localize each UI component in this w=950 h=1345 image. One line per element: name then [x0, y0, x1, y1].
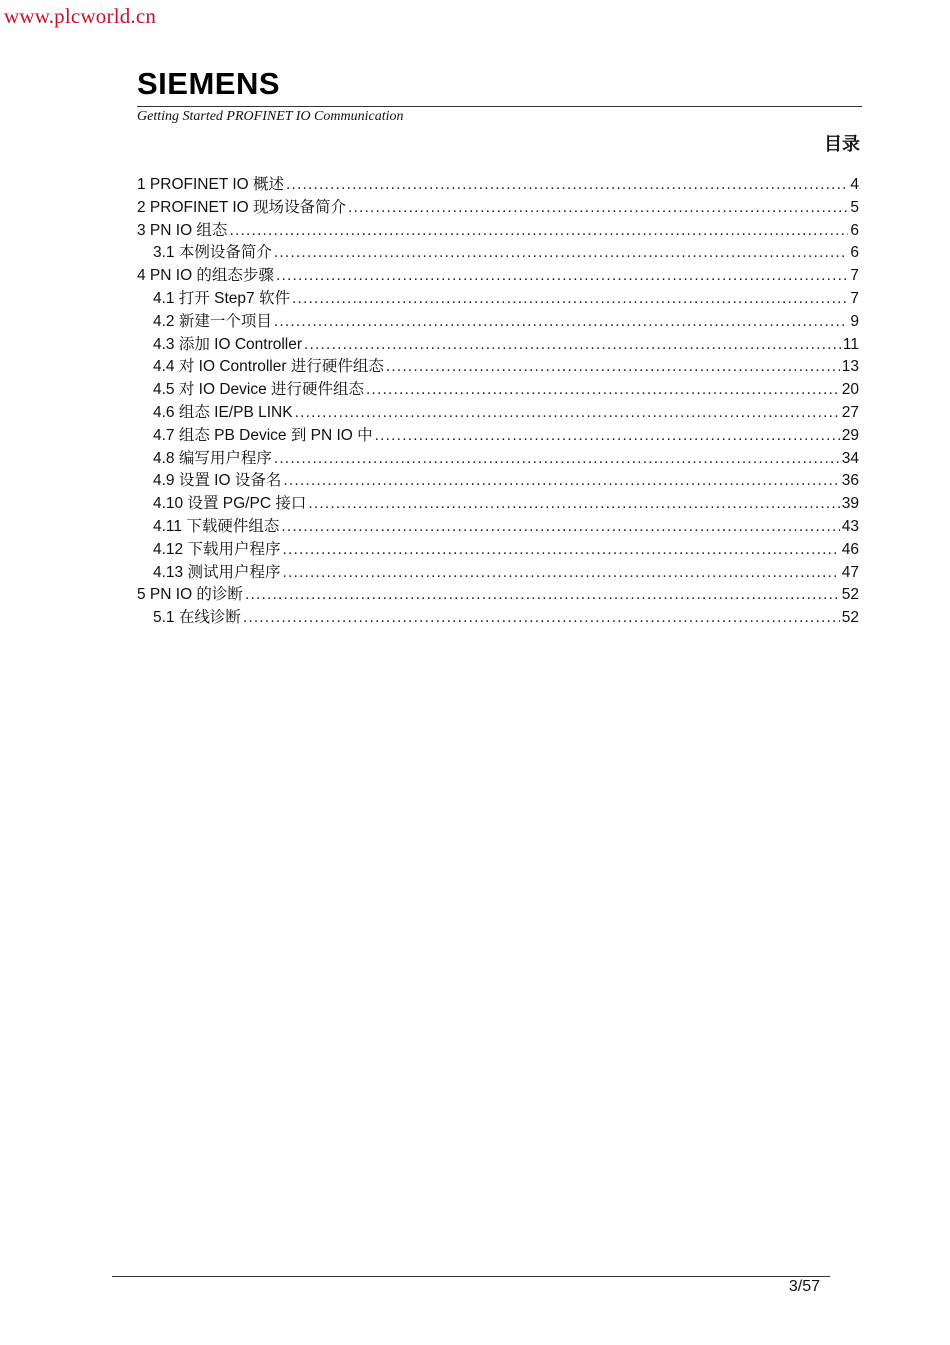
toc-entry[interactable] [137, 379, 859, 402]
toc-entry-page: 7 [850, 289, 859, 307]
toc-dot-leader [308, 493, 839, 516]
toc-entry-page: 52 [841, 609, 859, 627]
toc-entry-page: 7 [850, 267, 859, 285]
toc-dot-leader [286, 174, 848, 197]
toc-entry[interactable] [137, 562, 859, 585]
toc-dot-leader [274, 242, 849, 265]
toc-entry-page: 39 [841, 495, 859, 513]
toc-entry-title: 5.1 在线诊断 [153, 609, 241, 627]
toc-entry-title: 4.10 设置 PG/PC 接口 [153, 495, 307, 513]
watermark-url: www.plcworld.cn [4, 4, 157, 28]
toc-entry-title: 4.9 设置 IO 设备名 [153, 472, 282, 490]
toc-entry-page: 5 [850, 198, 859, 216]
toc-entry-title: 4.5 对 IO Device 进行硬件组态 [153, 381, 365, 399]
footer-divider [112, 1276, 830, 1277]
toc-dot-leader [292, 288, 848, 311]
toc-entry-page: 20 [841, 381, 859, 399]
toc-entry-page: 29 [841, 426, 859, 444]
toc-entry[interactable] [137, 402, 859, 425]
toc-entry-page: 4 [850, 176, 859, 193]
toc-entry-page: 34 [841, 449, 859, 467]
toc-entry[interactable] [137, 584, 859, 607]
toc-entry[interactable] [137, 516, 859, 539]
toc-entry[interactable] [137, 425, 859, 448]
toc-dot-leader [274, 448, 840, 471]
toc-dot-leader [366, 379, 840, 402]
toc-entry-title: 3 PN IO 组态 [137, 221, 228, 239]
toc-entry[interactable] [137, 493, 859, 516]
toc-dot-leader [348, 197, 848, 220]
toc-entry-title: 4.2 新建一个项目 [153, 312, 272, 330]
toc-dot-leader [375, 425, 840, 448]
toc-dot-leader [304, 334, 841, 357]
toc-entry-title: 4.13 测试用户程序 [153, 563, 281, 581]
toc-entry[interactable] [137, 197, 859, 220]
toc-entry[interactable] [137, 311, 859, 334]
table-of-contents [137, 174, 859, 630]
toc-entry-page: 11 [842, 335, 859, 353]
toc-entry-page: 46 [841, 540, 859, 558]
toc-entry-title: 4 PN IO 的组态步骤 [137, 267, 274, 285]
toc-dot-leader [245, 584, 840, 607]
toc-dot-leader [276, 265, 848, 288]
toc-entry-page: 13 [841, 358, 859, 376]
toc-entry[interactable] [137, 607, 859, 630]
toc-entry[interactable] [137, 174, 859, 197]
page-number: 3/57 [788, 1278, 820, 1295]
toc-entry[interactable] [137, 470, 859, 493]
toc-entry-title: 4.12 下载用户程序 [153, 540, 281, 558]
toc-entry-title: 1 PROFINET IO 概述 [137, 176, 284, 193]
document-subtitle: Getting Started PROFINET IO Communication [137, 109, 404, 124]
toc-dot-leader [283, 470, 839, 493]
toc-entry-title: 2 PROFINET IO 现场设备简介 [137, 198, 346, 216]
toc-entry[interactable] [137, 539, 859, 562]
toc-entry[interactable] [137, 334, 859, 357]
toc-entry-page: 9 [850, 312, 859, 330]
toc-dot-leader [243, 607, 840, 630]
toc-entry[interactable] [137, 288, 859, 311]
header-divider [137, 106, 862, 107]
toc-entry-title: 4.7 组态 PB Device 到 PN IO 中 [153, 426, 373, 444]
toc-dot-leader [274, 311, 849, 334]
toc-entry-title: 4.6 组态 IE/PB LINK [153, 403, 293, 421]
toc-entry-page: 6 [850, 244, 859, 262]
toc-dot-leader [282, 539, 839, 562]
brand-logo-text: SIEMENS [137, 66, 281, 101]
toc-entry-page: 6 [850, 221, 859, 239]
toc-dot-leader [281, 516, 839, 539]
toc-entry-title: 4.4 对 IO Controller 进行硬件组态 [153, 358, 384, 376]
toc-entry[interactable] [137, 448, 859, 471]
toc-entry-title: 4.1 打开 Step7 软件 [153, 289, 290, 307]
toc-dot-leader [229, 220, 848, 243]
toc-entry[interactable] [137, 242, 859, 265]
toc-heading: 目录 [824, 134, 860, 155]
toc-entry-title: 3.1 本例设备简介 [153, 244, 272, 262]
toc-entry-title: 5 PN IO 的诊断 [137, 586, 243, 604]
toc-entry[interactable] [137, 356, 859, 379]
toc-entry[interactable] [137, 265, 859, 288]
toc-entry-page: 47 [841, 563, 859, 581]
toc-entry-page: 36 [841, 472, 859, 490]
toc-entry[interactable] [137, 220, 859, 243]
toc-dot-leader [282, 562, 839, 585]
toc-entry-title: 4.8 编写用户程序 [153, 449, 272, 467]
toc-entry-title: 4.3 添加 IO Controller [153, 335, 303, 353]
toc-dot-leader [386, 356, 840, 379]
toc-dot-leader [295, 402, 840, 425]
toc-entry-page: 52 [841, 586, 859, 604]
toc-entry-title: 4.11 下载硬件组态 [153, 517, 280, 535]
toc-entry-page: 43 [841, 517, 859, 535]
toc-entry-page: 27 [841, 403, 859, 421]
